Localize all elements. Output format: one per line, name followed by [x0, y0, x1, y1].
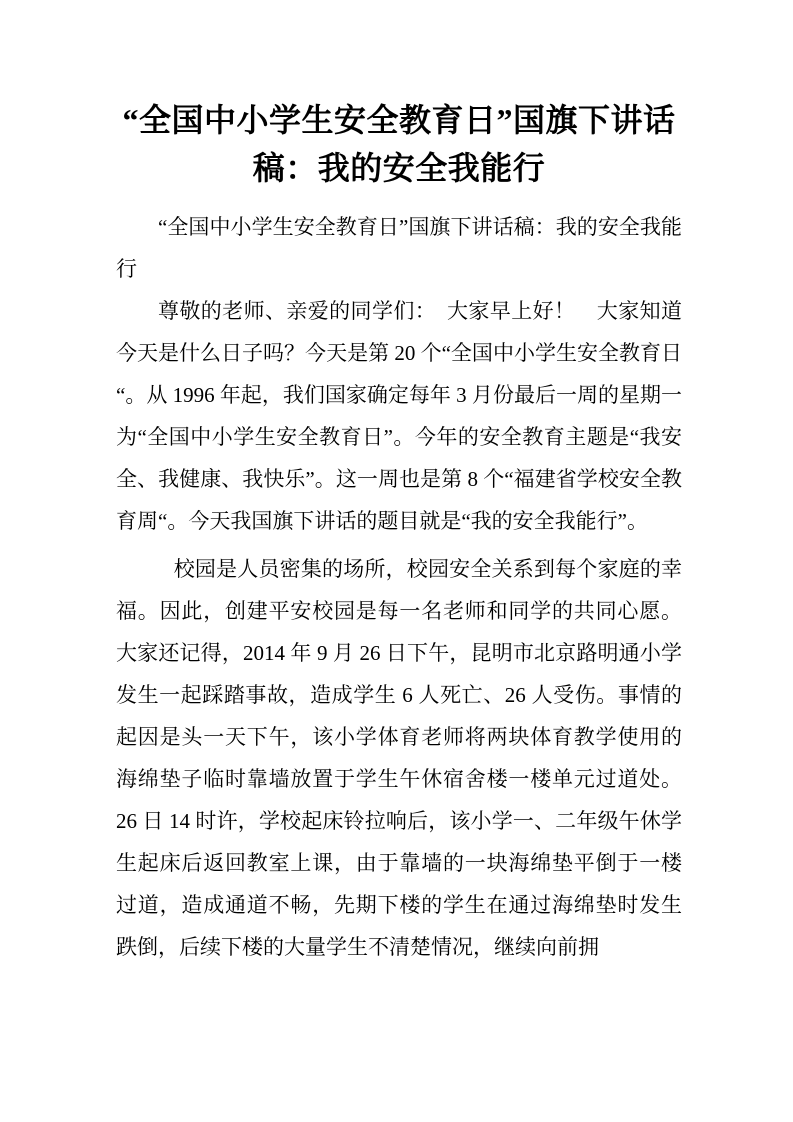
paragraph-campus-safety-story: 校园是人员密集的场所，校园安全关系到每个家庭的幸福。因此，创建平安校园是每一名老师和同学的共同心愿。大家还记得，2014 年 9 月 26 日下午，昆明市北京路明通小学发生一起踩踏事故，造成学生 6 人死亡、26 人受伤。事情的起因是头一天下午，该小学体育老师将两块体育教学使用的海绵垫子临时靠墙放置于学生午休宿舍楼一楼单元过道处。26 日 14 时许，学校起床铃拉响后，该小学一、二年级午休学生起床后返回教室上课，由于靠墙的一块海绵垫平倒于一楼过道，造成通道不畅，先期下楼的学生在通过海绵垫时发生跌倒，后续下楼的大量学生不清楚情况，继续向前拥 [116, 557, 682, 959]
paragraph-subtitle: “全国中小学生安全教育日”国旗下讲话稿：我的安全我能行 [116, 215, 682, 281]
document-title: “全国中小学生安全教育日”国旗下讲话稿：我的安全我能行 [122, 102, 676, 186]
paragraph-greeting-intro: 尊敬的老师、亲爱的同学们： 大家早上好！ 大家知道今天是什么日子吗？今天是第 20 个“全国中小学生安全教育日“。从 1996 年起，我们国家确定每年 3 月份最后一周的星期一为“全国中小学生安全教育日”。今年的安全教育主题是“我安全、我健康、我快乐”。这一周也是第 8 个“福建省学校安全教育周“。今天我国旗下讲话的题目就是“我的安全我能行”。 [116, 299, 682, 533]
